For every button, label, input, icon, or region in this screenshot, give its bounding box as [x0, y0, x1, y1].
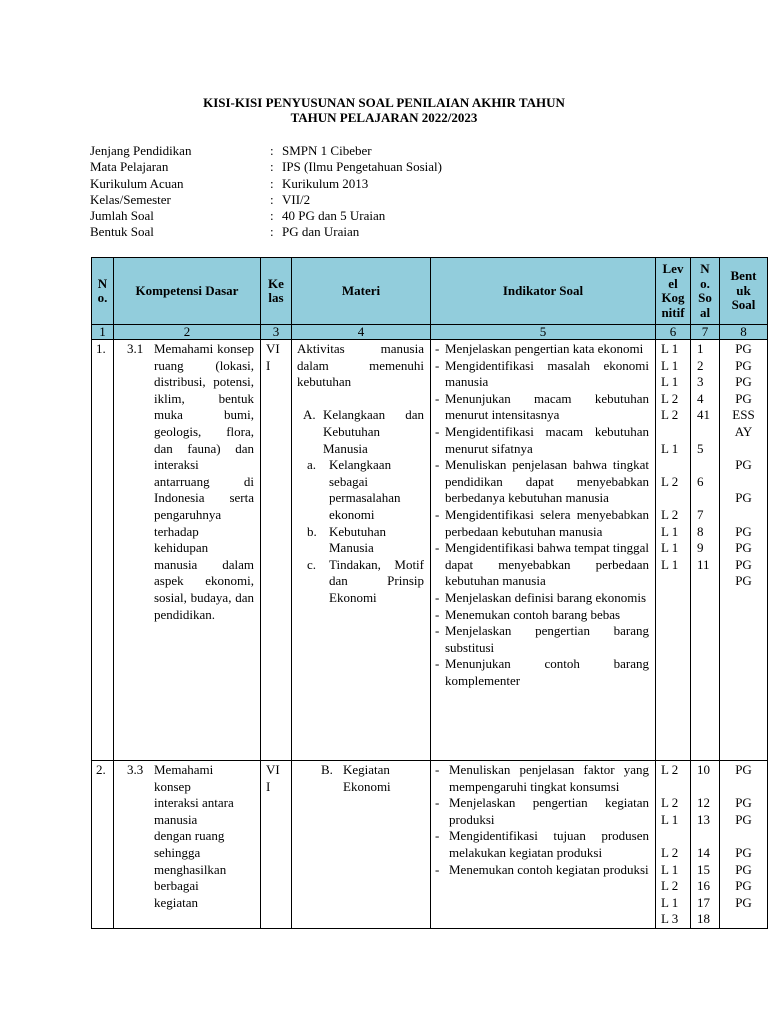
kelas-line: I [266, 778, 271, 794]
materi-section [297, 762, 424, 795]
level-value [661, 828, 690, 845]
materi-subitem-mark: b. [307, 523, 317, 539]
info-label: Kelas/Semester [90, 191, 171, 207]
indikator-item: - Menjelaskan pengertian kata ekonomi [435, 341, 649, 358]
level-value: L 2 [661, 878, 679, 894]
header-text-line: las [268, 290, 284, 305]
materi-subitem [307, 557, 424, 607]
level-value [661, 490, 690, 507]
kelas-line: I [266, 357, 271, 373]
info-label: Bentuk Soal [90, 224, 154, 240]
info-value: IPS (Ilmu Pengetahuan Sosial) [282, 159, 442, 175]
kd-number: 3.1 [127, 341, 144, 356]
info-colon: : [270, 224, 274, 240]
header-indikator-soal: Indikator Soal [431, 258, 656, 325]
materi-cell [292, 761, 431, 929]
bentuk-soal-cell [720, 340, 768, 761]
header-text-line: nitif [661, 304, 685, 320]
bentuk-soal-value: PG [735, 811, 752, 827]
kompetensi-dasar-cell [114, 340, 261, 761]
no-soal-value: 4 [697, 390, 704, 406]
level-value: L 1 [661, 811, 679, 827]
no-soal-value: 1 [697, 341, 704, 356]
level-value: L 1 [661, 894, 679, 910]
bentuk-soal-value: PG [735, 878, 752, 894]
materi-subitem-mark: c. [307, 556, 317, 572]
bentuk-soal-value: PG [735, 374, 752, 390]
level-value: L 2 [661, 762, 679, 777]
level-cell [656, 761, 691, 929]
column-number: 5 [431, 325, 656, 340]
header-bentuk-soal [720, 258, 768, 325]
indikator-item: - Menunjukan macam kebutuhan menurut intensitasnya [435, 391, 649, 424]
materi-subitem [307, 524, 424, 557]
no-soal-value [697, 490, 719, 507]
header-no [92, 258, 114, 325]
kisi-kisi-table [91, 257, 768, 929]
level-value: L 1 [661, 374, 679, 390]
materi-section [303, 407, 424, 457]
level-value: L 1 [661, 523, 679, 539]
indikator-item: - Mengidentifikasi tujuan produsen melakukan kegiatan produksi [435, 828, 649, 861]
header-text-line: el [668, 275, 678, 291]
bentuk-soal-value: PG [735, 523, 752, 539]
document-title-line2: TAHUN PELAJARAN 2022/2023 [290, 110, 478, 125]
indikator-item: - Mengidentifikasi bahwa tempat tinggal dapat menyebabkan perbedaan kebutuhan manusia [435, 540, 649, 590]
info-colon: : [270, 191, 274, 207]
materi-sublist [307, 457, 424, 606]
info-colon: : [270, 208, 274, 224]
header-text-line: Kog [661, 290, 685, 305]
indikator-item: - Menjelaskan pengertian kegiatan produksi [435, 795, 649, 828]
info-label: Kurikulum Acuan [90, 175, 184, 191]
bentuk-soal-value: PG [735, 762, 752, 777]
header-text-line: o. [97, 290, 108, 305]
header-text-line: N [700, 261, 710, 276]
no-soal-value: 11 [697, 556, 710, 572]
indikator-item: - Menemukan contoh barang bebas [435, 607, 649, 624]
bentuk-soal-value [720, 828, 767, 845]
info-colon: : [270, 175, 274, 191]
kelas-line: VI [266, 341, 280, 356]
indikator-cell [431, 340, 656, 761]
indikator-item: - Mengidentifikasi macam kebutuhan menurut sifatnya [435, 424, 649, 457]
indikator-item: - Mengidentifikasi selera menyebabkan perbedaan kebutuhan manusia [435, 507, 649, 540]
info-label: Jumlah Soal [90, 208, 154, 224]
bentuk-soal-value: PG [735, 457, 752, 473]
bentuk-soal-value: PG [735, 844, 752, 860]
no-soal-cell [691, 761, 720, 929]
kd-text-line: dengan ruang [154, 828, 225, 844]
no-soal-value: 9 [697, 540, 704, 556]
indikator-item: - Menemukan contoh kegiatan produksi [435, 862, 649, 879]
table-row [92, 761, 768, 929]
kelas-cell [261, 761, 292, 929]
header-text-line: So [698, 290, 712, 305]
column-number: 1 [92, 325, 114, 340]
indikator-cell [431, 761, 656, 929]
no-soal-value: 7 [697, 506, 704, 522]
kd-text [154, 762, 254, 911]
kd-text-line: menghasilkan [154, 861, 227, 877]
header-text-line: Soal [731, 297, 756, 313]
bentuk-soal-value: PG [735, 490, 752, 506]
materi-section-mark: A. [303, 407, 316, 423]
header-text-line: o. [700, 275, 710, 291]
kd-number: 3.3 [127, 762, 144, 777]
no-soal-value: 8 [697, 523, 704, 539]
level-value: L 2 [661, 795, 679, 811]
kelas-line: VI [266, 762, 280, 777]
no-soal-value: 41 [697, 407, 710, 423]
bentuk-soal-value: PG [735, 556, 752, 572]
bentuk-soal-value: PG [735, 540, 752, 556]
no-soal-value [697, 457, 719, 474]
column-number: 3 [261, 325, 292, 340]
level-value: L 1 [661, 861, 679, 877]
kd-text-line: kegiatan [154, 894, 199, 910]
materi-section-text: Kelangkaan dan Kebutuhan Manusia [323, 407, 424, 456]
bentuk-soal-value [720, 779, 767, 796]
row-number: 1. [92, 340, 114, 761]
level-value: L 1 [661, 540, 679, 556]
level-value [661, 457, 690, 474]
row-number: 2. [92, 761, 114, 929]
no-soal-value: 13 [697, 811, 710, 827]
bentuk-soal-value: PG [735, 861, 752, 877]
info-colon: : [270, 143, 274, 158]
no-soal-cell [691, 340, 720, 761]
level-value: L 1 [661, 357, 679, 373]
kelas-cell [261, 340, 292, 761]
bentuk-soal-value: PG [735, 573, 752, 589]
info-value: SMPN 1 Cibeber [282, 143, 372, 158]
level-cell [656, 340, 691, 761]
level-value: L 3 [661, 911, 679, 927]
column-number: 8 [720, 325, 768, 340]
no-soal-value: 15 [697, 861, 710, 877]
bentuk-soal-value [720, 441, 767, 458]
kd-text: Memahami konsep ruang (lokasi, distribusi, potensi, iklim, bentuk muka bumi, geologis, flora, dan fauna) dan interaksi antarruang di Indonesia serta pengaruhnya terhadap kehidupan manusia dalam aspek ekonomi, sosial, budaya, dan pendidikan. [154, 341, 254, 622]
kd-text-line: berbagai [154, 878, 199, 894]
no-soal-value: 16 [697, 878, 710, 894]
info-value: VII/2 [282, 191, 311, 207]
header-text-line: Ke [268, 275, 284, 291]
indikator-item: - Menuliskan penjelasan bahwa tingkat pendidikan dapat menyebabkan berbedanya kebutuhan manusia [435, 457, 649, 507]
kd-text-line: sehingga [154, 844, 201, 860]
materi-subitem [307, 457, 424, 523]
indikator-list [435, 341, 649, 689]
bentuk-soal-value: AY [734, 423, 753, 439]
document-title-line1: KISI-KISI PENYUSUNAN SOAL PENILAIAN AKHIR TAHUN [203, 95, 565, 110]
indikator-item: - Menuliskan penjelasan faktor yang mempengaruhi tingkat konsumsi [435, 762, 649, 795]
bentuk-soal-value [720, 474, 767, 491]
info-label: Jenjang Pendidikan [90, 143, 192, 158]
no-soal-value: 17 [697, 894, 710, 910]
bentuk-soal-value: PG [735, 341, 752, 356]
kd-text-line: interaksi antara [154, 795, 234, 811]
header-text-line: N [97, 275, 108, 291]
indikator-item: - Mengidentifikasi masalah ekonomi manusia [435, 358, 649, 391]
level-value: L 2 [661, 473, 679, 489]
header-text-line: uk [736, 282, 751, 298]
info-colon: : [270, 159, 274, 175]
info-value: PG dan Uraian [282, 224, 360, 240]
info-value: Kurikulum 2013 [282, 175, 369, 191]
header-kelas [261, 258, 292, 325]
level-value: L 2 [661, 506, 679, 522]
materi-subitem-text: Kelangkaan sebagai permasalahan ekonomi [329, 457, 401, 522]
bentuk-soal-value [720, 507, 767, 524]
level-value: L 1 [661, 440, 679, 456]
materi-section-mark: B. [321, 762, 333, 777]
no-soal-value: 5 [697, 440, 704, 456]
info-label: Mata Pelajaran [90, 159, 169, 175]
level-value [661, 424, 690, 441]
no-soal-value: 6 [697, 473, 704, 489]
header-text-line: al [699, 304, 711, 320]
no-soal-value [697, 424, 719, 441]
bentuk-soal-value: ESS [732, 407, 755, 423]
level-value: L 2 [661, 390, 679, 406]
materi-subitem-mark: a. [307, 457, 317, 473]
materi-intro: Aktivitas manusia dalam memenuhi kebutuhan [297, 341, 424, 390]
column-number: 6 [656, 325, 691, 340]
table-row [92, 340, 768, 761]
column-number: 7 [691, 325, 720, 340]
no-soal-value: 10 [697, 762, 710, 777]
bentuk-soal-value: PG [735, 357, 752, 373]
no-soal-value: 2 [697, 357, 704, 373]
no-soal-value: 3 [697, 374, 704, 390]
bentuk-soal-value: PG [735, 795, 752, 811]
level-value: L 1 [661, 556, 679, 572]
no-soal-value [697, 828, 719, 845]
bentuk-soal-value: PG [735, 390, 752, 406]
no-soal-value [697, 779, 719, 796]
indikator-item: - Menjelaskan pengertian barang substitusi [435, 623, 649, 656]
header-text-line: Lev [662, 261, 684, 276]
header-kompetensi-dasar: Kompetensi Dasar [114, 258, 261, 325]
indikator-item: - Menunjukan contoh barang komplementer [435, 656, 649, 689]
level-value: L 2 [661, 844, 679, 860]
level-value [661, 779, 690, 796]
materi-subitem-text: Tindakan, Motif dan Prinsip Ekonomi [329, 556, 424, 605]
no-soal-value: 14 [697, 844, 710, 860]
kd-text-line: manusia [154, 811, 198, 827]
materi-cell [292, 340, 431, 761]
kompetensi-dasar-cell [114, 761, 261, 929]
level-value: L 1 [661, 341, 679, 356]
info-value: 40 PG dan 5 Uraian [282, 208, 386, 224]
bentuk-soal-value: PG [735, 894, 752, 910]
no-soal-value: 12 [697, 795, 710, 811]
bentuk-soal-cell [720, 761, 768, 929]
header-materi: Materi [292, 258, 431, 325]
header-text-line: Bent [730, 268, 757, 284]
header-no-soal [691, 258, 720, 325]
materi-subitem-text: Kebutuhan Manusia [329, 523, 387, 556]
materi-section-text: Kegiatan Ekonomi [343, 762, 391, 794]
column-number: 4 [292, 325, 431, 340]
no-soal-value: 18 [697, 911, 710, 927]
indikator-list [435, 762, 649, 878]
column-number: 2 [114, 325, 261, 340]
kd-text-line: Memahami [154, 762, 214, 777]
kd-text-line: konsep [154, 778, 191, 794]
header-level-kognitif [656, 258, 691, 325]
level-value: L 2 [661, 407, 679, 423]
indikator-item: - Menjelaskan definisi barang ekonomis [435, 590, 649, 607]
